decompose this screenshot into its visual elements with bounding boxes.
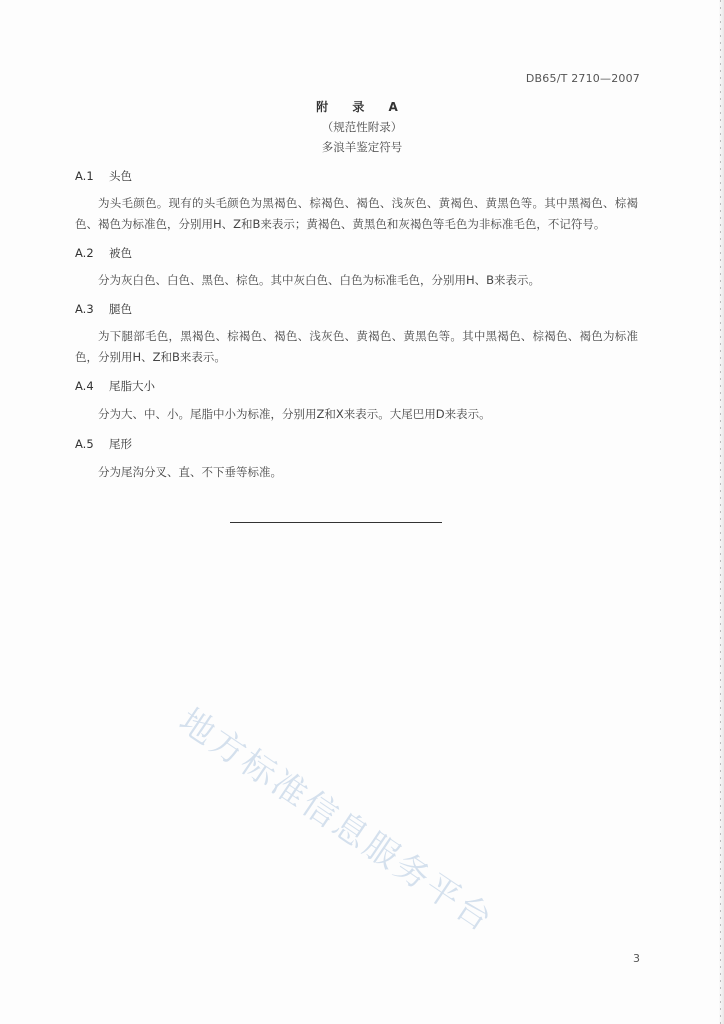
section-paragraph-a4: 分为大、中、小。尾脂中小为标准，分别用Z和X来表示。大尾巴用D来表示。 [98,407,491,421]
appendix-title: 附 录 A [316,100,408,114]
section-title: 腿色 [109,302,132,316]
watermark-text: 地方标准信息服务平台 [171,700,501,941]
section-heading-a5 [75,436,132,452]
section-title: 尾脂大小 [109,379,155,393]
section-heading-a1 [75,168,132,184]
section-paragraph-a1: 为头毛颜色。现有的头毛颜色为黑褐色、棕褐色、褐色、浅灰色、黄褐色、黄黑色等。其中黑褐色、棕褐色、褐色为标准色，分别用H、Z和B来表示；黄褐色、黄黑色和灰褐色等毛色为非标准毛色，不记符号。 [75,196,638,231]
section-title: 尾形 [109,437,132,451]
section-paragraph-a3: 为下腿部毛色，黑褐色、棕褐色、褐色、浅灰色、黄褐色、黄黑色等。其中黑褐色、棕褐色、褐色为标准色，分别用H、Z和B来表示。 [75,329,638,364]
section-title: 被色 [109,246,132,260]
section-paragraph-a2: 分为灰白色、白色、黑色、棕色。其中灰白色、白色为标准毛色，分别用H、B来表示。 [98,273,541,287]
page-number: 3 [633,952,640,965]
section-number: A.4 [75,379,94,393]
section-number: A.3 [75,302,94,316]
section-heading-a4 [75,378,155,394]
section-title: 头色 [109,169,132,183]
appendix-name: 多浪羊鉴定符号 [321,140,403,154]
end-rule [230,522,442,523]
standard-code: DB65/T 2710—2007 [525,72,640,85]
section-heading-a2 [75,245,132,261]
section-number: A.1 [75,169,94,183]
section-heading-a3 [75,301,132,317]
section-paragraph-a5: 分为尾沟分叉、直、不下垂等标准。 [98,465,282,479]
section-number: A.5 [75,437,94,451]
appendix-subtitle: （规范性附录） [321,120,403,134]
section-number: A.2 [75,246,94,260]
